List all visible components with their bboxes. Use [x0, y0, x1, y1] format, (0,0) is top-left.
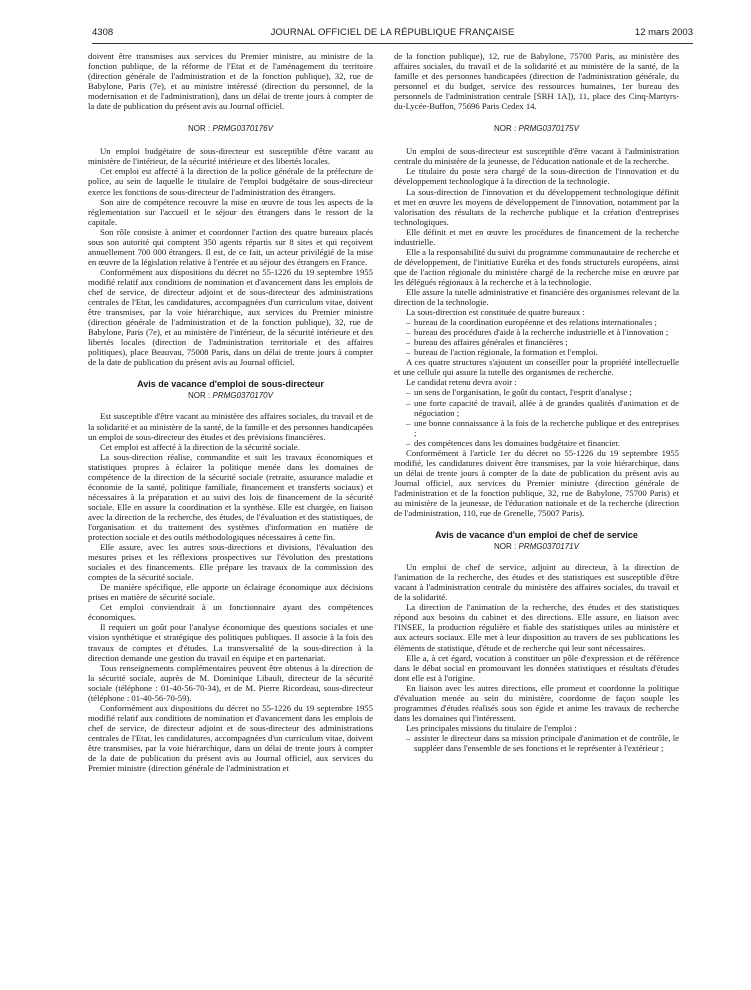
paragraph: Un emploi de chef de service, adjoint au directeur, à la direction de l'animation de la recherche, des études et des statistiques est susceptible d'être vacant à l'administration centrale du ministère des affaires sociales, du travail et de la solidarité.	[394, 562, 679, 603]
nor-code: PRMG0370176V	[212, 124, 273, 134]
paragraph: Tous renseignements complémentaires peuvent être obtenus à la direction de la sécurité sociale, auprès de M. Dominique Libault, directeur de la sécurité sociale (téléphone : 01-40-56-70-34), et de M. Pierre Ricordeau, sous-directeur (téléphone : 01-40-56-70-59).	[88, 662, 373, 703]
list-item: – des compétences dans les domaines budgétaire et financier.	[406, 438, 679, 448]
nor-label: NOR :	[494, 124, 517, 134]
continued-paragraph: de la fonction publique), 12, rue de Babylone, 75700 Paris, au ministère des affaires sociales, du travail et de la solidarité et au ministère de la santé, de la famille et des personnes handicapées (direction de l'administration générale, du personnel et du budget, service des ressources humaines, 1er bureau des personnels de l'administration centrale [SRH 1A]), 11, place des Cinq-Martyrs-du-Lycée-Buffon, 75696 Paris Cedex 14.	[394, 51, 679, 112]
paragraph: Elle a la responsabilité du suivi du programme communautaire de recherche et de développement, de l'initiative Euréka et des fonds structurels européens, ainsi que de l'action régionale du ministère chargé de la recherche mise en œuvre par les délégués régionaux à la recherche et à la technologie.	[394, 246, 679, 287]
paragraph: De manière spécifique, elle apporte un éclairage économique aux décisions prises en matière de sécurité sociale.	[88, 582, 373, 603]
list-item: – bureau de l'action régionale, la formation et l'emploi.	[406, 347, 679, 357]
paragraph: Cet emploi est affecté à la direction de la police générale de la préfecture de police, au sein de laquelle le titulaire de l'emploi budgétaire de sous-directeur exerce les fonctions de sous-directeur de l'administration des étrangers.	[88, 166, 373, 197]
nor-label: NOR :	[494, 542, 517, 552]
paragraph: Les principales missions du titulaire de l'emploi :	[406, 722, 577, 733]
nor-reference	[394, 124, 679, 134]
paragraph: Le titulaire du poste sera chargé de la sous-direction de l'innovation et du développement technologique à la direction de la technologie.	[394, 166, 679, 187]
paragraph: En liaison avec les autres directions, elle promeut et coordonne la politique d'évaluation menée au sein du ministère, coordonne de façon souple les programmes d'études réalisés sous son égide et anime les travaux de recherche dans les domaines qui l'intéressent.	[394, 682, 679, 723]
paragraph: Conformément à l'article 1er du décret no 55-1226 du 19 septembre 1955 modifié, les candidatures doivent être transmises, par la voie hiérarchique, dans un délai de trente jours à compter de la date de publication du présent avis au Journal officiel, aux services du Premier ministre (direction générale de l'administration et de la fonction publique, 32, rue de Babylone, 75700 Paris) et au ministère de la jeunesse, de l'éducation nationale et de la recherche (direction de l'administration, 110, rue de Grenelle, 75007 Paris).	[394, 447, 679, 519]
nor-label: NOR :	[188, 391, 211, 401]
list-item: – un sens de l'organisation, le goût du contact, l'esprit d'analyse ;	[406, 387, 679, 397]
issue-date: 12 mars 2003	[634, 27, 693, 38]
notice-title: Avis de vacance d'un emploi de chef de service	[435, 530, 638, 541]
list-item: – bureau des affaires générales et financières ;	[406, 337, 679, 347]
nor-reference	[88, 391, 373, 401]
journal-title: JOURNAL OFFICIEL DE LA RÉPUBLIQUE FRANÇAISE	[270, 27, 515, 38]
nor-code: PRMG0370175V	[518, 124, 579, 134]
paragraph: Un emploi de sous-directeur est susceptible d'être vacant à l'administration centrale du ministère de la jeunesse, de l'éducation nationale et de la recherche.	[394, 146, 679, 167]
qualifications-list	[394, 387, 679, 447]
paragraph: Elle assure, avec les autres sous-directions et divisions, l'évaluation des mesures prises et les réflexions prospectives sur l'évolution des prestations sociales et des financements. Elle prépare les travaux de la commission des comptes de la sécurité sociale.	[88, 542, 373, 583]
list-item: – bureau de la coordination européenne et des relations internationales ;	[406, 317, 679, 327]
nor-reference	[88, 124, 373, 134]
nor-code: PRMG0370171V	[518, 542, 579, 552]
nor-label: NOR :	[188, 124, 211, 134]
paragraph: La sous-direction de l'innovation et du développement technologique définit et met en œuvre les moyens de développement de l'innovation, notamment par la valorisation des résultats de la recherche publique et la création d'entreprises technologiques.	[394, 186, 679, 227]
header-rule	[92, 43, 693, 44]
list-item: – assister le directeur dans sa mission principale d'animation et de contrôle, le suppléer dans l'ensemble de ses fonctions et le représenter à l'extérieur ;	[406, 733, 679, 753]
page-header	[92, 27, 693, 43]
paragraph: Cet emploi conviendrait à un fonctionnaire ayant des compétences économiques.	[88, 602, 373, 623]
continued-paragraph: doivent être transmises aux services du Premier ministre, au ministre de la fonction publique, de la réforme de l'Etat et de l'aménagement du territoire (direction générale de l'administration et de la fonction publique), 32, rue de Babylone, Paris (7e), et au ministre intéressé (direction du personnel, de la modernisation et de l'administration), dans un délai de trente jours à compter de la date de publication du présent avis au Journal officiel.	[88, 51, 373, 112]
paragraph: Le candidat retenu devra avoir :	[406, 377, 517, 388]
paragraph: Elle a, à cet égard, vocation à constituer un pôle d'expression et de référence dans le débat social en promouvant les données statistiques et résultats d'études dont elle est à l'origine.	[394, 652, 679, 683]
paragraph: Elle définit et met en œuvre les procédures de financement de la recherche industrielle.	[394, 226, 679, 247]
paragraph: Est susceptible d'être vacant au ministère des affaires sociales, du travail et de la solidarité et au ministère de la santé, de la famille et des personnes handicapées un emploi de sous-directeur des études et des prévisions financières.	[88, 411, 373, 442]
nor-reference	[394, 542, 679, 552]
notice-title: Avis de vacance d'emploi de sous-directeur	[137, 379, 324, 390]
paragraph: Elle assure la tutelle administrative et financière des organismes relevant de la direction de la technologie.	[394, 286, 679, 308]
missions-list	[394, 733, 679, 753]
paragraph: La sous-direction est constituée de quatre bureaux :	[406, 307, 585, 318]
bureaux-list	[394, 317, 679, 357]
paragraph: Son rôle consiste à animer et coordonner l'action des quatre bureaux placés sous son autorité qui comptent 350 agents répartis sur 8 sites et qui reçoivent annuellement 700 000 étrangers. Il est, de ce fait, un acteur privilégié de la mise en œuvre de la législation relative à l'entrée et au séjour des étrangers en France.	[88, 226, 373, 267]
paragraph: Conformément aux dispositions du décret no 55-1226 du 19 septembre 1955 modifié relatif aux conditions de nomination et d'avancement dans les emplois de chef de service, de directeur adjoint et de sous-directeur des administrations centrales de l'Etat, les candidatures, accompagnées d'un curriculum vitae, doivent être transmises, par la voie hiérarchique, dans un délai de trente jours à compter de la date de publication du présent avis au Journal officiel, aux services du Premier ministre (direction générale de l'administration et	[88, 702, 373, 774]
left-column	[88, 51, 373, 773]
page-number: 4308	[92, 27, 114, 38]
paragraph: Son aire de compétence recouvre la mise en œuvre de tous les aspects de la réglementation sur l'accueil et le séjour des étrangers dans le ressort de la capitale.	[88, 196, 373, 227]
paragraph: Cet emploi est affecté à la direction de la sécurité sociale.	[100, 441, 300, 452]
paragraph: A ces quatre structures s'ajoutent un conseiller pour la propriété intellectuelle et une cellule qui assure la tutelle des organismes de recherche.	[394, 357, 679, 378]
list-item: – une forte capacité de travail, allée à de grandes qualités d'animation et de négociation ;	[406, 398, 679, 418]
paragraph: La sous-direction réalise, commandite et suit les travaux économiques et statistiques propres à éclairer la politique menée dans les domaines de compétence de la direction de la sécurité sociale (retraite, assurance maladie et économie de la santé, politique familiale, financement et transferts sociaux) et nécessaires à la préparation et au suivi des lois de financement de la sécurité sociale. Elle en assure la coordination et la synthèse. Elle est chargée, en liaison avec la direction de la recherche, des études, de l'évaluation et des statistiques, de l'organisation et du traitement des systèmes d'information en matière de protection sociale et des outils méthodologiques nécessaires à cette fin.	[88, 451, 373, 543]
paragraph: Conformément aux dispositions du décret no 55-1226 du 19 septembre 1955 modifié relatif aux conditions de nomination et d'avancement dans les emplois de chef de service, de directeur adjoint et de sous-directeur des administrations centrales de l'Etat, les candidatures, accompagnées d'un curriculum vitae, doivent être transmises, par la voie hiérarchique, aux services du Premier ministre (direction générale de l'administration et de la fonction publique), 32, rue de Babylone, Paris (7e), et au ministère de l'intérieur, de la sécurité intérieure et des libertés locales (direction de l'administration territoriale et des affaires politiques), place Beauvau, 75008 Paris, dans un délai de trente jours à compter de la date de publication du présent avis au Journal officiel.	[88, 266, 373, 368]
list-item: – une bonne connaissance à la fois de la recherche publique et des entreprises ;	[406, 418, 679, 438]
paragraph: La direction de l'animation de la recherche, des études et des statistiques répond aux besoins du cabinet et des directions. Elle assure, en liaison avec l'INSEE, la production régulière et fiable des statistiques utiles au ministère et aux acteurs sociaux. Elle met à leur disposition au travers de ses publications les éléments de statistique, d'étude et de recherche qui leur sont nécessaires.	[394, 602, 679, 653]
paragraph: Un emploi budgétaire de sous-directeur est susceptible d'être vacant au ministère de l'intérieur, de la sécurité intérieure et des libertés locales.	[88, 146, 373, 167]
nor-code: PRMG0370170V	[212, 391, 273, 401]
list-item: – bureau des procédures d'aide à la recherche industrielle et à l'innovation ;	[406, 327, 679, 337]
right-column	[394, 51, 679, 753]
paragraph: Il requiert un goût pour l'analyse économique des questions sociales et une vision synthétique et stratégique des politiques publiques. Il associe à la fois des travaux de comptes et d'études. La transversalité de la sous-direction à la direction demande une gestion du travail en équipe et en partenariat.	[88, 622, 373, 663]
